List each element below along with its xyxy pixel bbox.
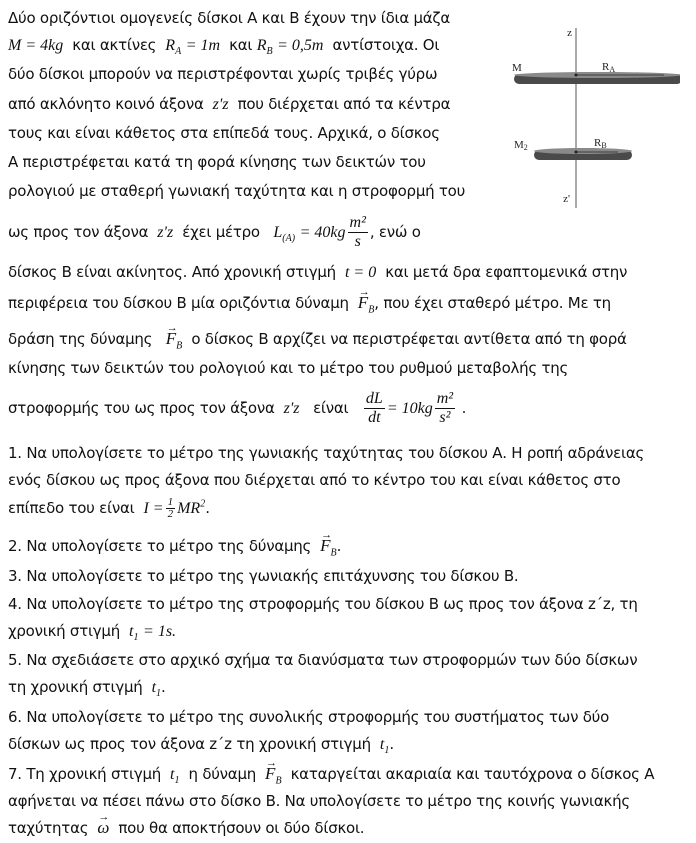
para2-line-3 [8,329,627,352]
angular-momentum-a-symbol: $L_{(A)}$ [273,224,296,245]
disk-a [512,61,680,84]
question-text: αφήνεται να πέσει πάνω στο δίσκο Β. Να υπολογίσετε το μέτρο της κοινής γωνιακής [8,792,630,810]
time-t1: $t_1$ [129,623,139,644]
intro-line-3 [8,64,437,84]
intro-text: ρολογιού με σταθερή γωνιακή ταχύτητα και η στροφορμή του [8,182,466,200]
para-text: κίνησης των δεικτών του ρολογιού και το μέτρο του ρυθμού μεταβολής της [8,359,569,377]
unit-fraction: $\frac{\text{m²}}{\text{s²}}$ [436,390,454,426]
question-text: 6. Να υπολογίσετε το μέτρο της συνολικής στροφορμής του συστήματος των δύο [8,708,610,726]
rate-fraction: $\frac{dL}{dt}$ [365,390,383,426]
question-text: 3. Να υπολογίσετε το μέτρο της γωνιακής επιτάχυνσης του δίσκου Β. [8,567,519,585]
inertia-formula-mr2: $MR^2$ [177,498,206,517]
disk-a-radius-label: RA [602,61,616,74]
intro-text: που διέρχεται από τα κέντρα [237,95,451,113]
two-disks-figure [500,22,680,212]
question-text: που θα αποκτήσουν οι δύο δίσκοι. [118,819,365,837]
force-vector-fb: → $F_B$ [265,764,282,784]
para-text: , που έχει σταθερό μέτρο. Με τη [374,294,611,312]
question-1-line-2 [8,470,620,490]
axis-label-z: z [567,27,572,39]
radius-a-symbol: $R_A$ [165,37,182,58]
question-text: καταργείται ακαριαία και ταυτόχρονα ο δίσκος Α [290,765,655,783]
intro-text: δύο δίσκοι μπορούν να περιστρέφονται χωρίς τριβές γύρω [8,65,438,83]
question-text: δίσκων ως προς τον άξονα z΄z τη χρονική στιγμή [8,735,371,753]
axis-label-z-prime: z' [563,193,570,205]
question-text: . [336,537,342,555]
para-text: στροφορμής του ως προς τον άξονα [8,399,275,417]
time-zero: t = 0 [344,264,377,281]
question-3 [8,566,518,586]
intro-line-5 [8,123,440,143]
para2-line-4 [8,358,568,378]
force-vector-fb: → $F_B$ [320,536,337,556]
question-text: χρονική στιγμή [8,622,120,640]
radius-a-value: = 1m [185,37,221,54]
question-text: 2. Να υπολογίσετε το μέτρο της δύναμης [8,537,312,555]
inertia-formula: I = [143,500,164,517]
question-6-line-2 [8,734,394,755]
time-t1: $t_1$ [170,766,180,787]
question-text: τη χρονική στιγμή [8,678,143,696]
question-5-line-1 [8,650,637,670]
intro-text: τους και είναι κάθετος στα επίπεδά τους. Αρχικά, ο δίσκος [8,124,440,142]
para-text: και μετά δρα εφαπτομενικά στην [385,263,628,281]
intro-text: , ενώ ο [369,223,421,241]
intro-text: και [229,36,253,54]
intro-text: έχει μέτρο [182,223,260,241]
intro-text: και ακτίνες [72,36,157,54]
question-text: ενός δίσκου ως προς άξονα που διέρχεται από το κέντρο του και είναι κάθετος στο [8,471,621,489]
question-text: . [389,735,394,753]
force-vector-fb: → $F_B$ [358,293,375,313]
question-4-line-1 [8,594,638,614]
question-6-line-1 [8,707,609,727]
intro-line-6 [8,152,426,172]
intro-text: αντίστοιχα. Οι [332,36,440,54]
force-vector-fb: → $F_B$ [166,329,183,349]
time-t1: $t_1$ [379,736,390,757]
para-text: είναι [313,399,349,417]
question-text: . [205,499,210,517]
omega-vector: → ω [97,818,109,838]
radius-b-symbol: $R_B$ [256,37,273,58]
question-text: ταχύτητας [8,819,89,837]
intro-line-4 [8,94,450,115]
question-2 [8,536,342,559]
unit-fraction: $\frac{\text{m²}}{s}$ [349,214,366,250]
intro-line-2 [8,35,439,56]
question-text: η δύναμη [188,765,256,783]
intro-text: Α περιστρέφεται κατά τη φορά κίνησης των δεικτών του [8,153,426,171]
para2-line-2 [8,293,611,316]
disk-b-top [534,148,632,154]
question-1-line-3 [8,497,210,520]
intro-text: ως προς τον άξονα [8,223,149,241]
radius-b-value: = 0,5m [277,37,324,54]
disk-b-mass-label: M2 [514,139,528,152]
question-text: 1. Να υπολογίσετε το μέτρο της γωνιακής ταχύτητας του δίσκου Α. Η ροπή αδράνειας [8,444,645,462]
angular-momentum-a-value: = 40kg [299,224,346,241]
disk-a-mass-label: M [512,62,522,74]
axis-symbol: z'z [157,224,174,241]
question-1-line-1 [8,443,644,463]
question-text: 4. Να υπολογίσετε το μέτρο της στροφορμής του δίσκου Β ως προς τον άξονα z΄z, τη [8,595,638,613]
intro-line-1 [8,8,492,28]
question-5-line-2 [8,677,166,698]
intro-text: από ακλόνητο κοινό άξονα [8,95,204,113]
intro-line-7 [8,181,465,201]
question-text: 7. Τη χρονική στιγμή [8,765,161,783]
para2-line-1 [8,262,627,283]
para-text: . [461,399,467,417]
time-t1-value: = 1s. [143,623,177,640]
question-7-line-1 [8,764,654,785]
para-text: ο δίσκος Β αρχίζει να περιστρέφεται αντίθετα από τη φορά [191,330,627,348]
para2-line-5 [8,386,466,431]
axis-symbol: z'z [283,400,300,417]
disk-b-radius-label: RB [594,137,607,150]
time-t1: $t_1$ [151,679,162,700]
axis-symbol: z'z [212,96,229,113]
rate-value: = 10kg [386,400,433,417]
half-fraction: $\frac{1}{2}$ [167,496,174,520]
intro-text: Δύο οριζόντιοι ομογενείς δίσκοι Α και Β έχουν την ίδια μάζα [8,9,450,27]
para-text: δράση της δύναμης [8,330,153,348]
question-text: . [161,678,166,696]
intro-line-8 [8,212,421,253]
disk-b [514,137,632,160]
question-7-line-3 [8,818,364,838]
mass-value: M = 4kg [8,37,64,54]
question-text: 5. Να σχεδιάσετε στο αρχικό σχήμα τα διανύσματα των στροφορμών των δύο δίσκων [8,651,638,669]
para-text: δίσκος Β είναι ακίνητος. Από χρονική στιγμή [8,263,336,281]
para-text: περιφέρεια του δίσκου Β μία οριζόντια δύναμη [8,294,349,312]
question-4-line-2 [8,621,176,642]
question-text: επίπεδο του είναι [8,499,135,517]
